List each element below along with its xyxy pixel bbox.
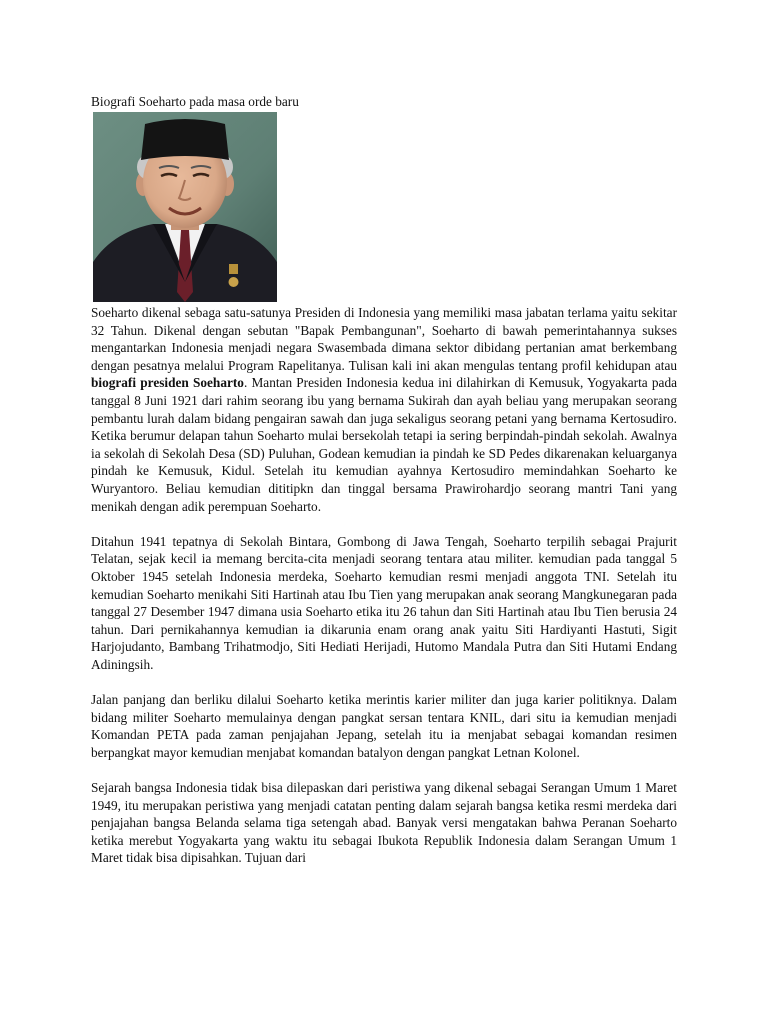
paragraph-1-text-start: Soeharto dikenal sebaga satu-satunya Presiden di Indonesia yang memiliki masa jabatan terlama yaitu sekitar 32 Tahun. Dikenal dengan sebutan "Bapak Pembangunan", Soeharto di bawah pemerintahannya sukses mengantarkan Indonesia menjadi negara Swasembada dimana sektor dibidang pertanian amat berkembang dengan pesatnya melalui Program Rapelitanya. Tulisan kali ini akan mengulas tentang profil kehidupan atau — [91, 305, 677, 373]
paragraph-4: Sejarah bangsa Indonesia tidak bisa dilepaskan dari peristiwa yang dikenal sebagai Serangan Umum 1 Maret 1949, itu merupakan peristiwa yang menjadi catatan penting dalam sejarah bangsa ketika resmi merdeka dari penjajahan bangsa Belanda selama tiga setengah abad. Banyak versi mengatakan bahwa Peranan Soeharto ketika merebut Yogyakarta yang waktu itu sebagai Ibukota Republik Indonesia dalam Serangan Umum 1 Maret tidak bisa dipisahkan. Tujuan dari — [91, 780, 677, 866]
paragraph-2: Ditahun 1941 tepatnya di Sekolah Bintara, Gombong di Jawa Tengah, Soeharto terpilih sebagai Prajurit Telatan, sejak kecil ia memang bercita-cita menjadi seorang tentara atau militer. kemudian pada tanggal 5 Oktober 1945 setelah Indonesia merdeka, Soeharto kemudian resmi menjadi anggota TNI. Setelah itu kemudian Soeharto menikahi Siti Hartinah atau Ibu Tien yang merupakan anak seorang Mangkunegaran pada tanggal 27 Desember 1947 dimana usia Soeharto etika itu 26 tahun dan Siti Hartinah atau Ibu Tien berusia 24 tahun. Dari pernikahannya kemudian ia dikarunia enam orang anak yaitu Siti Hardiyanti Hastuti, Sigit Harjojudanto, Bambang Trihatmodjo, Siti Hediati Herijadi, Hutomo Mandala Putra dan Siti Hutami Endang Adiningsih. — [91, 533, 677, 672]
paragraph-3: Jalan panjang dan berliku dilalui Soeharto ketika merintis karier militer dan juga karier politiknya. Dalam bidang militer Soeharto memulainya dengan pangkat sersan tentara KNIL, dari situ ia kemudian menjadi Komandan PETA pada zaman penjajahan Jepang, setelah itu ia menjabat sebagai komandan resimen berpangkat mayor kemudian menjabat komandan batalyon dengan pangkat Letnan Kolonel. — [91, 692, 677, 760]
paragraph-1-text-end: . Mantan Presiden Indonesia kedua ini dilahirkan di Kemusuk, Yogyakarta pada tanggal 8 Juni 1921 dari rahim seorang ibu yang bernama Sukirah dan ayah beliau yang merupakan seorang pembantu lurah dalam bidang pengairan sawah dan juga sekaligus seorang petani yang bernama Kertosudiro. Ketika berumur delapan tahun Soeharto mulai bersekolah tetapi ia sering berpindah-pindah sekolah. Awalnya ia sekolah di Sekolah Desa (SD) Puluhan, Godean kemudian ia pindah ke SD Pedes dikarenakan keluarganya pindah ke Kemusuk, Kidul. Setelah itu kemudian ayahnya Kertosudiro memindahkan Soeharto ke Wuryantoro. Beliau kemudian dititipkn dan tinggal bersama Prawirohardjo seorang mantri Tani yang menikah dengan adik perempuan Soeharto. — [91, 375, 677, 514]
document-title: Biografi Soeharto pada masa orde baru — [91, 94, 299, 109]
portrait-photo — [93, 112, 277, 302]
paragraph-1-bold-link: biografi presiden Soeharto — [91, 375, 244, 391]
paragraph-1 — [91, 304, 677, 515]
document-page — [91, 93, 677, 885]
